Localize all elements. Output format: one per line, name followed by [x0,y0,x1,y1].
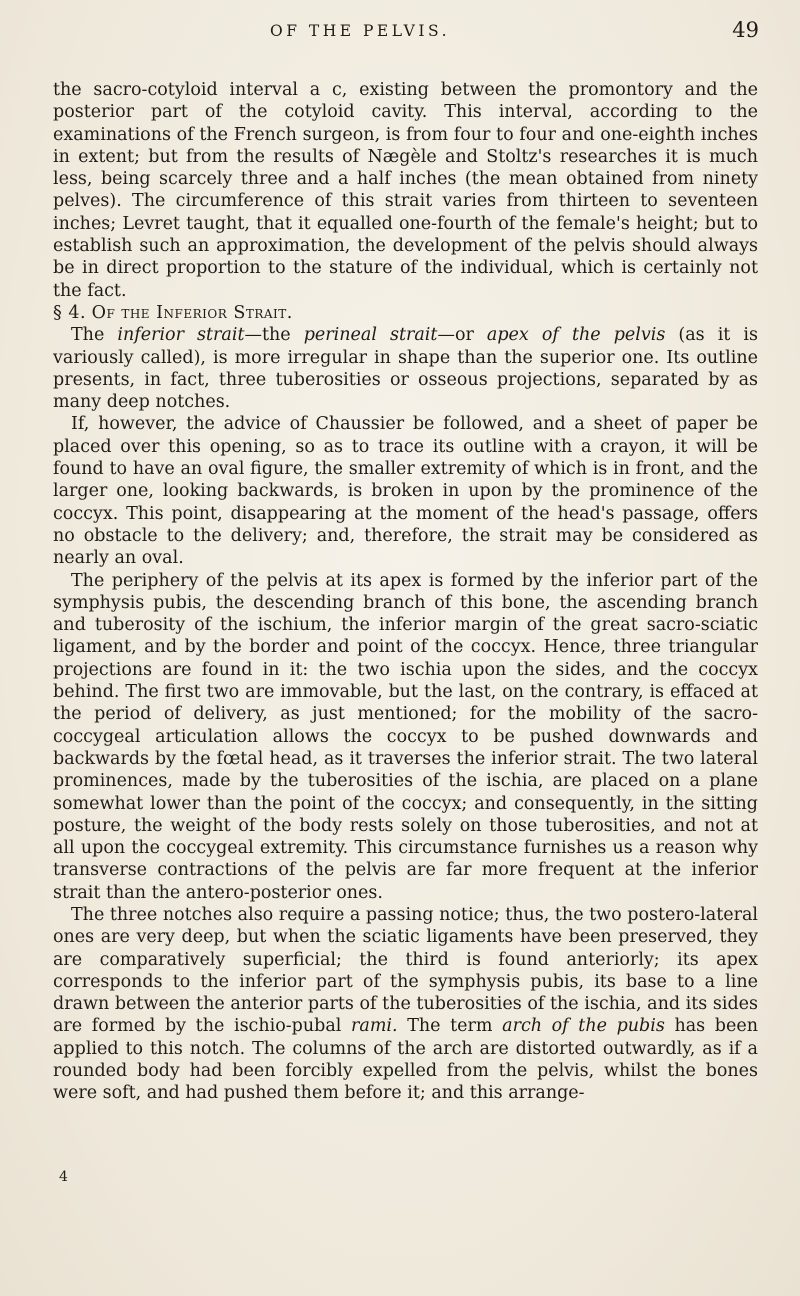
section-title: Of the Inferior Strait. [91,302,293,323]
running-head [0,14,800,48]
paragraph-chaussier: If, however, the advice of Chaussier be followed, and a sheet of paper be placed over this opening, so as to trace its outline with a crayon, it will be found to have an oval figure, the smaller extremity of which is in front, and the larger one, looking backwards, is broken in upon by the prominence of the coccyx. This point, disappearing at the moment of the head's passage, offers no obstacle to the delivery; and, therefore, the strait may be considered as nearly an oval. [53,414,758,569]
text-run: —or [437,325,487,346]
text-run: The term [397,1016,503,1037]
page-number: 49 [732,18,759,42]
italic-term: rami. [351,1016,398,1037]
running-title: OF THE PELVIS. [270,22,450,40]
text-run: The three notches also require a passing notice; thus, the two postero-lateral ones are very deep, but when the sciatic ligaments have been preserved, they are comparatively superficial; the third is found anteriorly; its apex corresponds to the inferior part of the symphysis pubis, its base to a line drawn between the anterior parts of the tuberosities of the ischia, and its sides are formed by the ischio-pubal [53,904,758,1037]
signature-mark: 4 [59,1169,68,1185]
section-heading [53,302,758,324]
text-run: (as it is variously called), is more irregular in shape than the superior one. Its outline presents, in fact, three tuberosities or osseous projections, separated by as many deep notches. [53,325,758,413]
text-run: The [71,325,118,346]
paragraph-inferior-strait [53,324,758,413]
paragraph-continued: the sacro-cotyloid interval a c, existing between the promontory and the posterior part of the cotyloid cavity. This interval, according to the examinations of the French surgeon, is from four to four and one-eighth inches in extent; but from the results of Nægèle and Stoltz's researches it is much less, being scarcely three and a half inches (the mean obtained from ninety pelves). The circumference of this strait varies from thirteen to seventeen inches; Levret taught, that it equalled one-fourth of the female's height; but to establish such an approximation, the development of the pelvis should always be in direct proportion to the stature of the individual, which is certainly not the fact. [53,80,758,301]
text-run: —the [244,325,304,346]
italic-term: perineal strait [303,325,438,346]
body-text [53,79,758,1105]
section-number: § 4. [53,302,87,323]
italic-term: inferior strait [117,325,245,346]
paragraph-notches [53,904,758,1105]
italic-term: arch of the pubis [502,1016,665,1037]
text-run: has been applied to this notch. The columns of the arch are distorted outwardly, as if a rounded body had been forcibly expelled from the pelvis, whilst the bones were soft, and had pushed them before it; and this arrange- [53,1016,758,1104]
italic-term: apex of the pelvis [486,325,666,346]
paragraph-periphery: The periphery of the pelvis at its apex is formed by the inferior part of the symphysis pubis, the descending branch of this bone, the ascending branch and tuberosity of the ischium, the inferior margin of the great sacro-sciatic ligament, and by the border and point of the coccyx. Hence, three triangular projections are found in it: the two ischia upon the sides, and the coccyx behind. The first two are immovable, but the last, on the contrary, is effaced at the period of delivery, as just mentioned; for the mobility of the sacro-coccygeal articulation allows the coccyx to be pushed downwards and backwards by the fœtal head, as it traverses the inferior strait. The two lateral prominences, made by the tuberosities of the ischia, are placed on a plane somewhat lower than the point of the coccyx; and consequently, in the sitting posture, the weight of the body rests solely on those tuberosities, and not at all upon the coccygeal extremity. This circumstance furnishes us a reason why transverse contractions of the pelvis are far more frequent at the inferior strait than the antero-posterior ones. [53,570,758,903]
